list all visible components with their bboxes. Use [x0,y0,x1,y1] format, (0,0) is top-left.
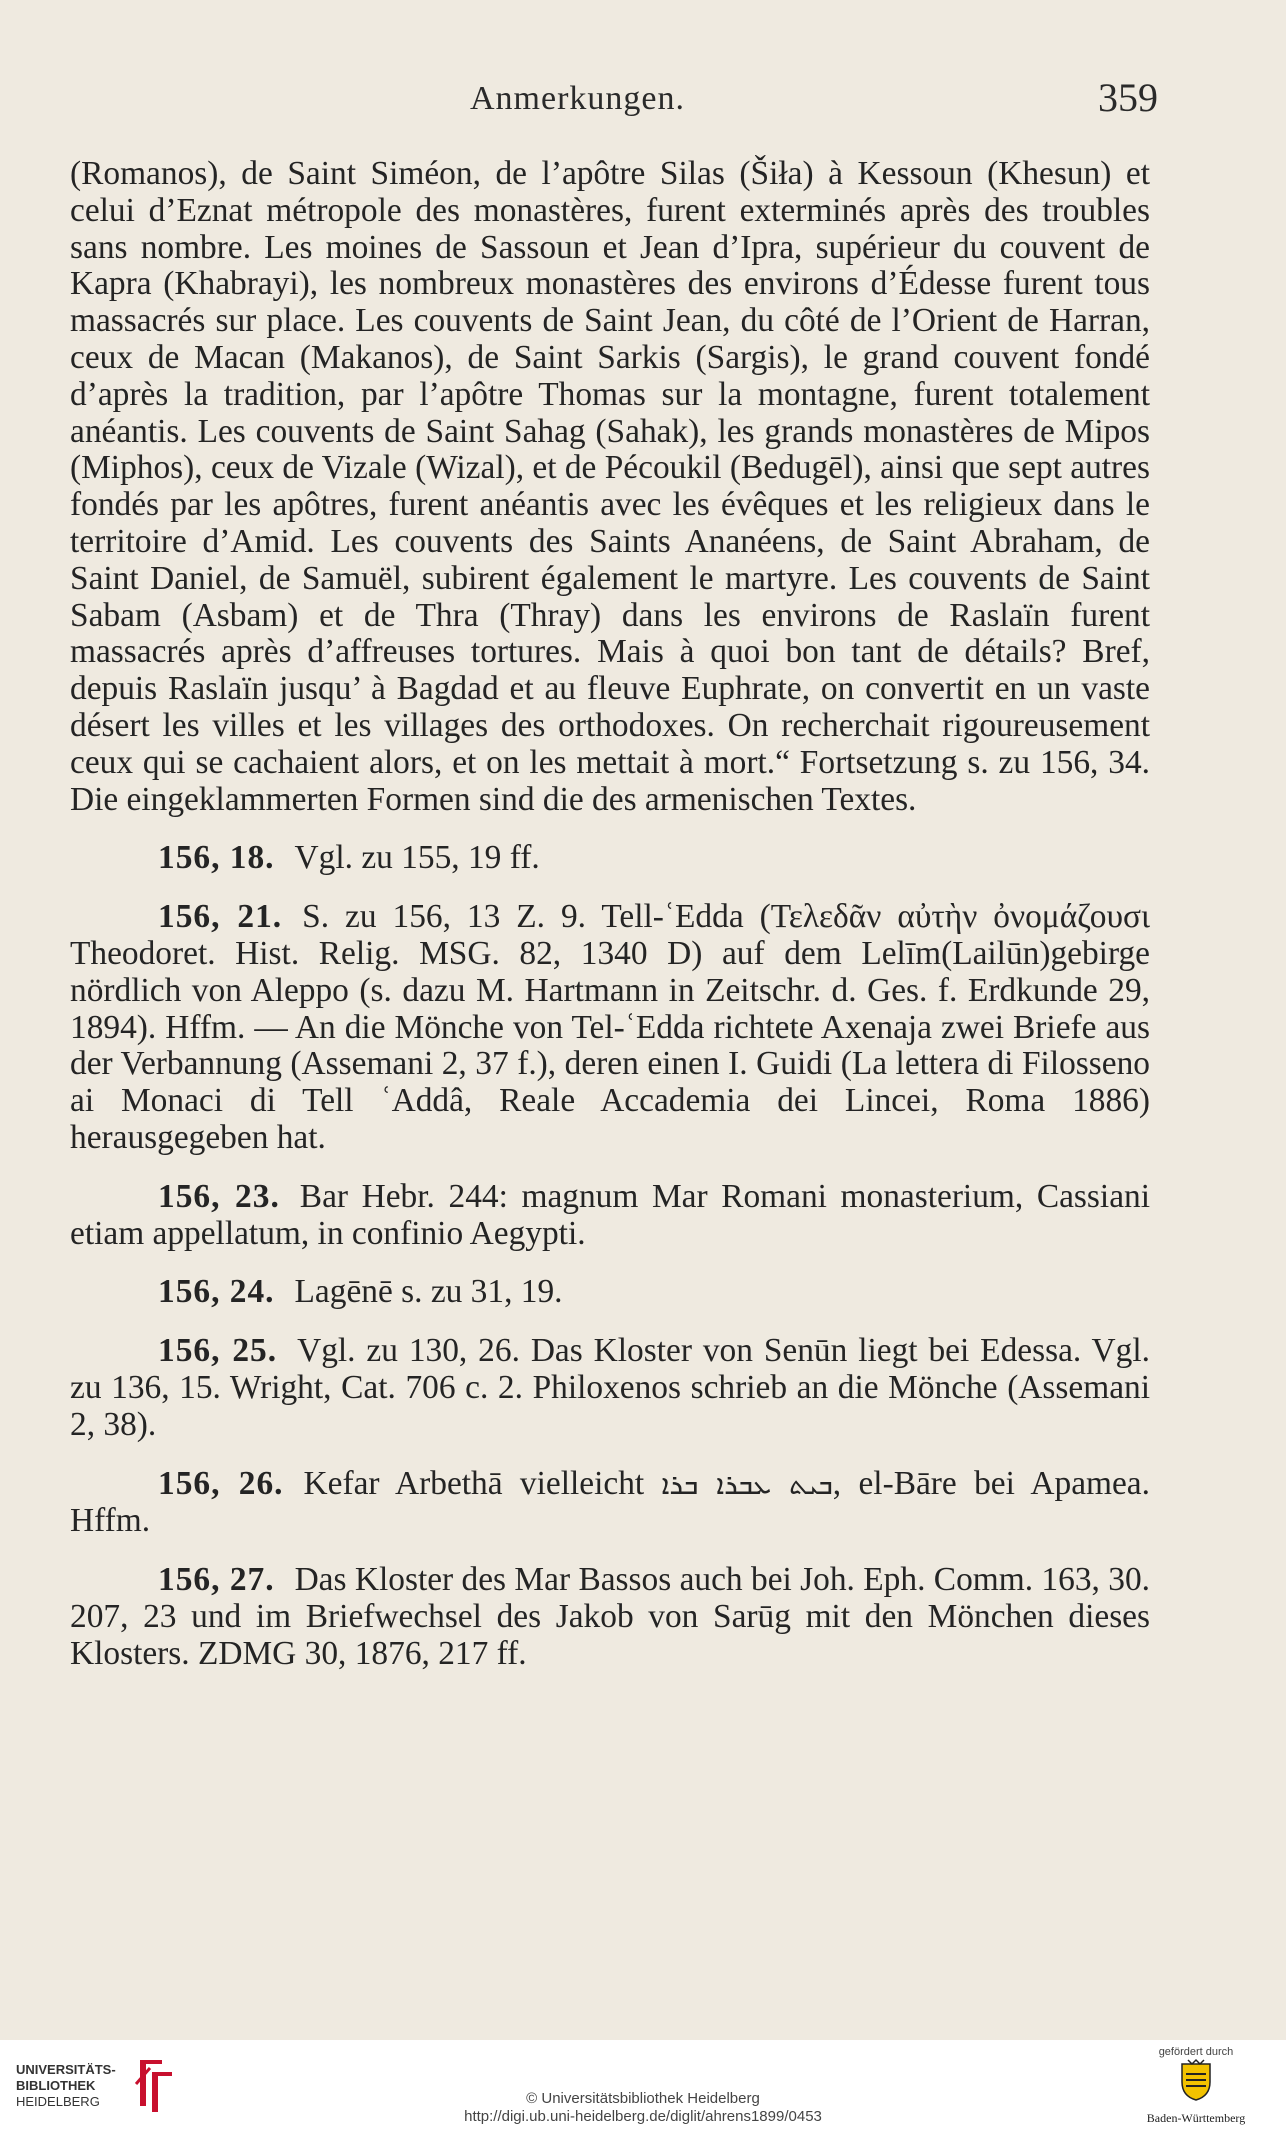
note-156-26 [70,1466,1150,1541]
note-text: Vgl. zu 155, 19 ff. [294,839,540,877]
page-number: 359 [1098,75,1158,120]
coat-of-arms-icon [1176,2058,1216,2102]
note-ref: 156, 23. [158,1177,280,1215]
note-156-25 [70,1333,1150,1443]
note-156-24 [70,1274,1150,1311]
footer-bar [0,2040,1286,2134]
note-text: Vgl. zu 130, 26. Das Kloster von Senūn liegt bei Edessa. Vgl. zu 136, 15. Wright, Cat. 706 c. 2. Philoxenos schrieb an die Mönche (Assemani 2, 38). [70,1332,1150,1443]
running-head-title: Anmerkungen. [470,80,686,117]
note-text-before: Kefar Arbethā vielleicht [303,1464,645,1502]
note-ref: 156, 24. [158,1273,275,1311]
note-156-21 [70,899,1150,1157]
note-156-27 [70,1562,1150,1672]
note-156-23 [70,1179,1150,1253]
note-ref: 156, 25. [158,1332,278,1370]
note-text-after: , el-Bāre bei Apamea. Hffm. [70,1464,1150,1540]
source-url[interactable]: http://digi.ub.uni-heidelberg.de/diglit/ahrens1899/0453 [464,2108,822,2125]
note-text: Das Kloster des Mar Bassos auch bei Joh. Eph. Comm. 163, 30. 207, 23 und im Briefwechsel des Jakob von Sarūg mit den Mönchen dieses Klosters. ZDMG 30, 1876, 217 ff. [70,1561,1150,1672]
page-body [70,156,1150,1694]
note-text: Bar Hebr. 244: magnum Mar Romani monasterium, Cassiani etiam appellatum, in confinio Aegypti. [70,1177,1150,1252]
note-156-18 [70,840,1150,877]
sponsor-label: gefördert durch [1158,2046,1234,2058]
running-head [0,72,1286,122]
note-ref: 156, 26. [158,1464,284,1502]
sponsor-block [1126,2046,1266,2126]
copyright-text: © Universitätsbibliothek Heidelberg [526,2090,760,2107]
library-name: UNIVERSITÄTS- BIBLIOTHEK HEIDELBERG [16,2062,116,2109]
note-ref: 156, 18. [158,839,275,877]
note-text: Lagēnē s. zu 31, 19. [294,1273,563,1311]
intro-paragraph: (Romanos), de Saint Siméon, de l’apôtre Silas (Šiła) à Kessoun (Khesun) et celui d’Eznat métropole des monastères, furent exterminés après des troubles sans nombre. Les moines de Sassoun et Jean d’Ipra, supérieur du couvent de Kapra (Khabrayi), les nombreux monastères des environs d’Édesse furent tous massacrés sur place. Les couvents de Saint Jean, du côté de l’Orient de Harran, ceux de Macan (Makanos), de Saint Sarkis (Sargis), le grand couvent fondé d’après la tradition, par l’apôtre Thomas sur la montagne, furent totalement anéantis. Les couvents de Saint Sahag (Sahak), les grands monastères de Mipos (Miphos), ceux de Vizale (Wizal), et de Pécoukil (Bedugēl), ainsi que sept autres fondés par les apôtres, furent anéantis avec les évêques et les religieux dans le territoire d’Amid. Les couvents des Saints Ananéens, de Saint Abraham, de Saint Daniel, de Samuël, subirent également le martyre. Les couvents de Saint Sabam (Asbam) et de Thra (Thray) dans les environs de Raslaïn furent massacrés après d’affreuses tortures. Mais à quoi bon tant de détails? Bref, depuis Raslaïn jusqu’ à Bagdad et au fleuve Euphrate, on convertit en un vaste désert les villes et les villages des orthodoxes. On recherchait rigoureusement ceux qui se cachaient alors, et on les mettait à mort.“ Fortsetzung s. zu 156, 34. Die eingeklammerten Formen sind die des armenischen Textes. [70,155,1150,818]
note-text: S. zu 156, 13 Z. 9. Tell-ʿEdda (Τελεδᾶν αὐτὴν ὀνομάζουσι Theodoret. Hist. Relig. MSG. 82, 1340 D) auf dem Lelīm(Lailūn)gebirge nördlich von Aleppo (s. dazu M. Hartmann in Zeitschr. d. Ges. f. Erdkunde 29, 1894). Hffm. — An die Mönche von Tel-ʿEdda richtete Axenaja zwei Briefe aus der Verbannung (Assemani 2, 37 f.), deren einen I. Guidi (La lettera di Filosseno ai Monaci di Tell ʿAddâ, Reale Accademia dei Lincei, Roma 1886) herausgegeben hat. [70,898,1150,1156]
note-ref: 156, 27. [158,1561,275,1599]
syriac-text: ܒܝܬ ܥܒܪܐ ܒܪܐ [661,1467,833,1501]
note-ref: 156, 21. [158,898,283,936]
footer-credit [0,2090,1286,2126]
sponsor-name: Baden-Württemberg [1146,2111,1246,2125]
